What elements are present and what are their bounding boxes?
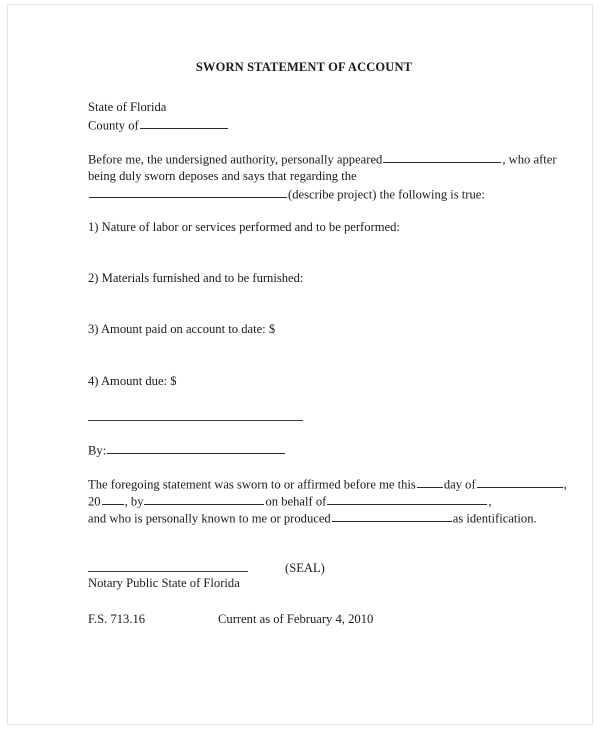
by-label: By:	[88, 443, 107, 458]
item-2: 2) Materials furnished and to be furnished:	[88, 271, 304, 285]
jurat-line-3-text: and who is personally known to me or produced	[88, 511, 331, 526]
jurat-day-blank[interactable]	[417, 477, 443, 488]
page-title: SWORN STATEMENT OF ACCOUNT	[195, 60, 413, 74]
jurat-line-1-mid: day of	[443, 477, 476, 492]
jurat-by-label: , by	[124, 494, 144, 509]
preamble-line-1-tail: , who after	[502, 152, 557, 167]
jurat-year-blank[interactable]	[102, 494, 124, 505]
jurat-month-blank[interactable]	[477, 477, 563, 488]
jurat-line-1	[88, 477, 567, 492]
jurat-line-1-text: The foregoing statement was sworn to or affirmed before me this	[88, 477, 416, 492]
appeared-name-blank[interactable]	[383, 152, 501, 163]
item-1: 1) Nature of labor or services performed and to be performed:	[88, 220, 400, 234]
jurat-identification-blank[interactable]	[332, 511, 452, 522]
jurat-line-2-mid: on behalf of	[265, 494, 327, 509]
preamble-line-1	[88, 152, 557, 167]
footer-statute: F.S. 713.16	[88, 612, 146, 626]
preamble-line-3-tail: (describe project) the following is true:	[288, 187, 485, 202]
notary-signature-line[interactable]	[88, 571, 248, 572]
signature-line[interactable]	[88, 420, 303, 421]
by-signature-blank[interactable]	[107, 443, 285, 454]
item-3: 3) Amount paid on account to date: $	[88, 322, 276, 336]
jurat-line-3	[88, 511, 537, 526]
jurat-line-2	[88, 494, 492, 509]
preamble-line-3	[88, 187, 485, 202]
project-description-blank[interactable]	[89, 187, 287, 198]
county-blank[interactable]	[140, 118, 228, 129]
notary-title-line: Notary Public State of Florida	[88, 576, 240, 590]
footer-currency: Current as of February 4, 2010	[218, 612, 374, 626]
county-line	[88, 118, 229, 133]
item-4: 4) Amount due: $	[88, 374, 177, 388]
jurat-line-2-tail: ,	[488, 494, 492, 509]
jurat-affiant-blank[interactable]	[144, 494, 264, 505]
jurat-line-1-tail: ,	[563, 477, 567, 492]
jurat-line-3-tail: as identification.	[452, 511, 537, 526]
seal-label: (SEAL)	[285, 561, 325, 575]
state-line: State of Florida	[88, 100, 167, 114]
jurat-entity-blank[interactable]	[327, 494, 487, 505]
by-line	[88, 443, 286, 458]
county-label: County of	[88, 118, 139, 133]
preamble-line-1-text: Before me, the undersigned authority, personally appeared	[88, 152, 383, 167]
preamble-line-2: being duly sworn deposes and says that regarding the	[88, 169, 357, 183]
jurat-year-prefix: 20	[88, 494, 101, 509]
